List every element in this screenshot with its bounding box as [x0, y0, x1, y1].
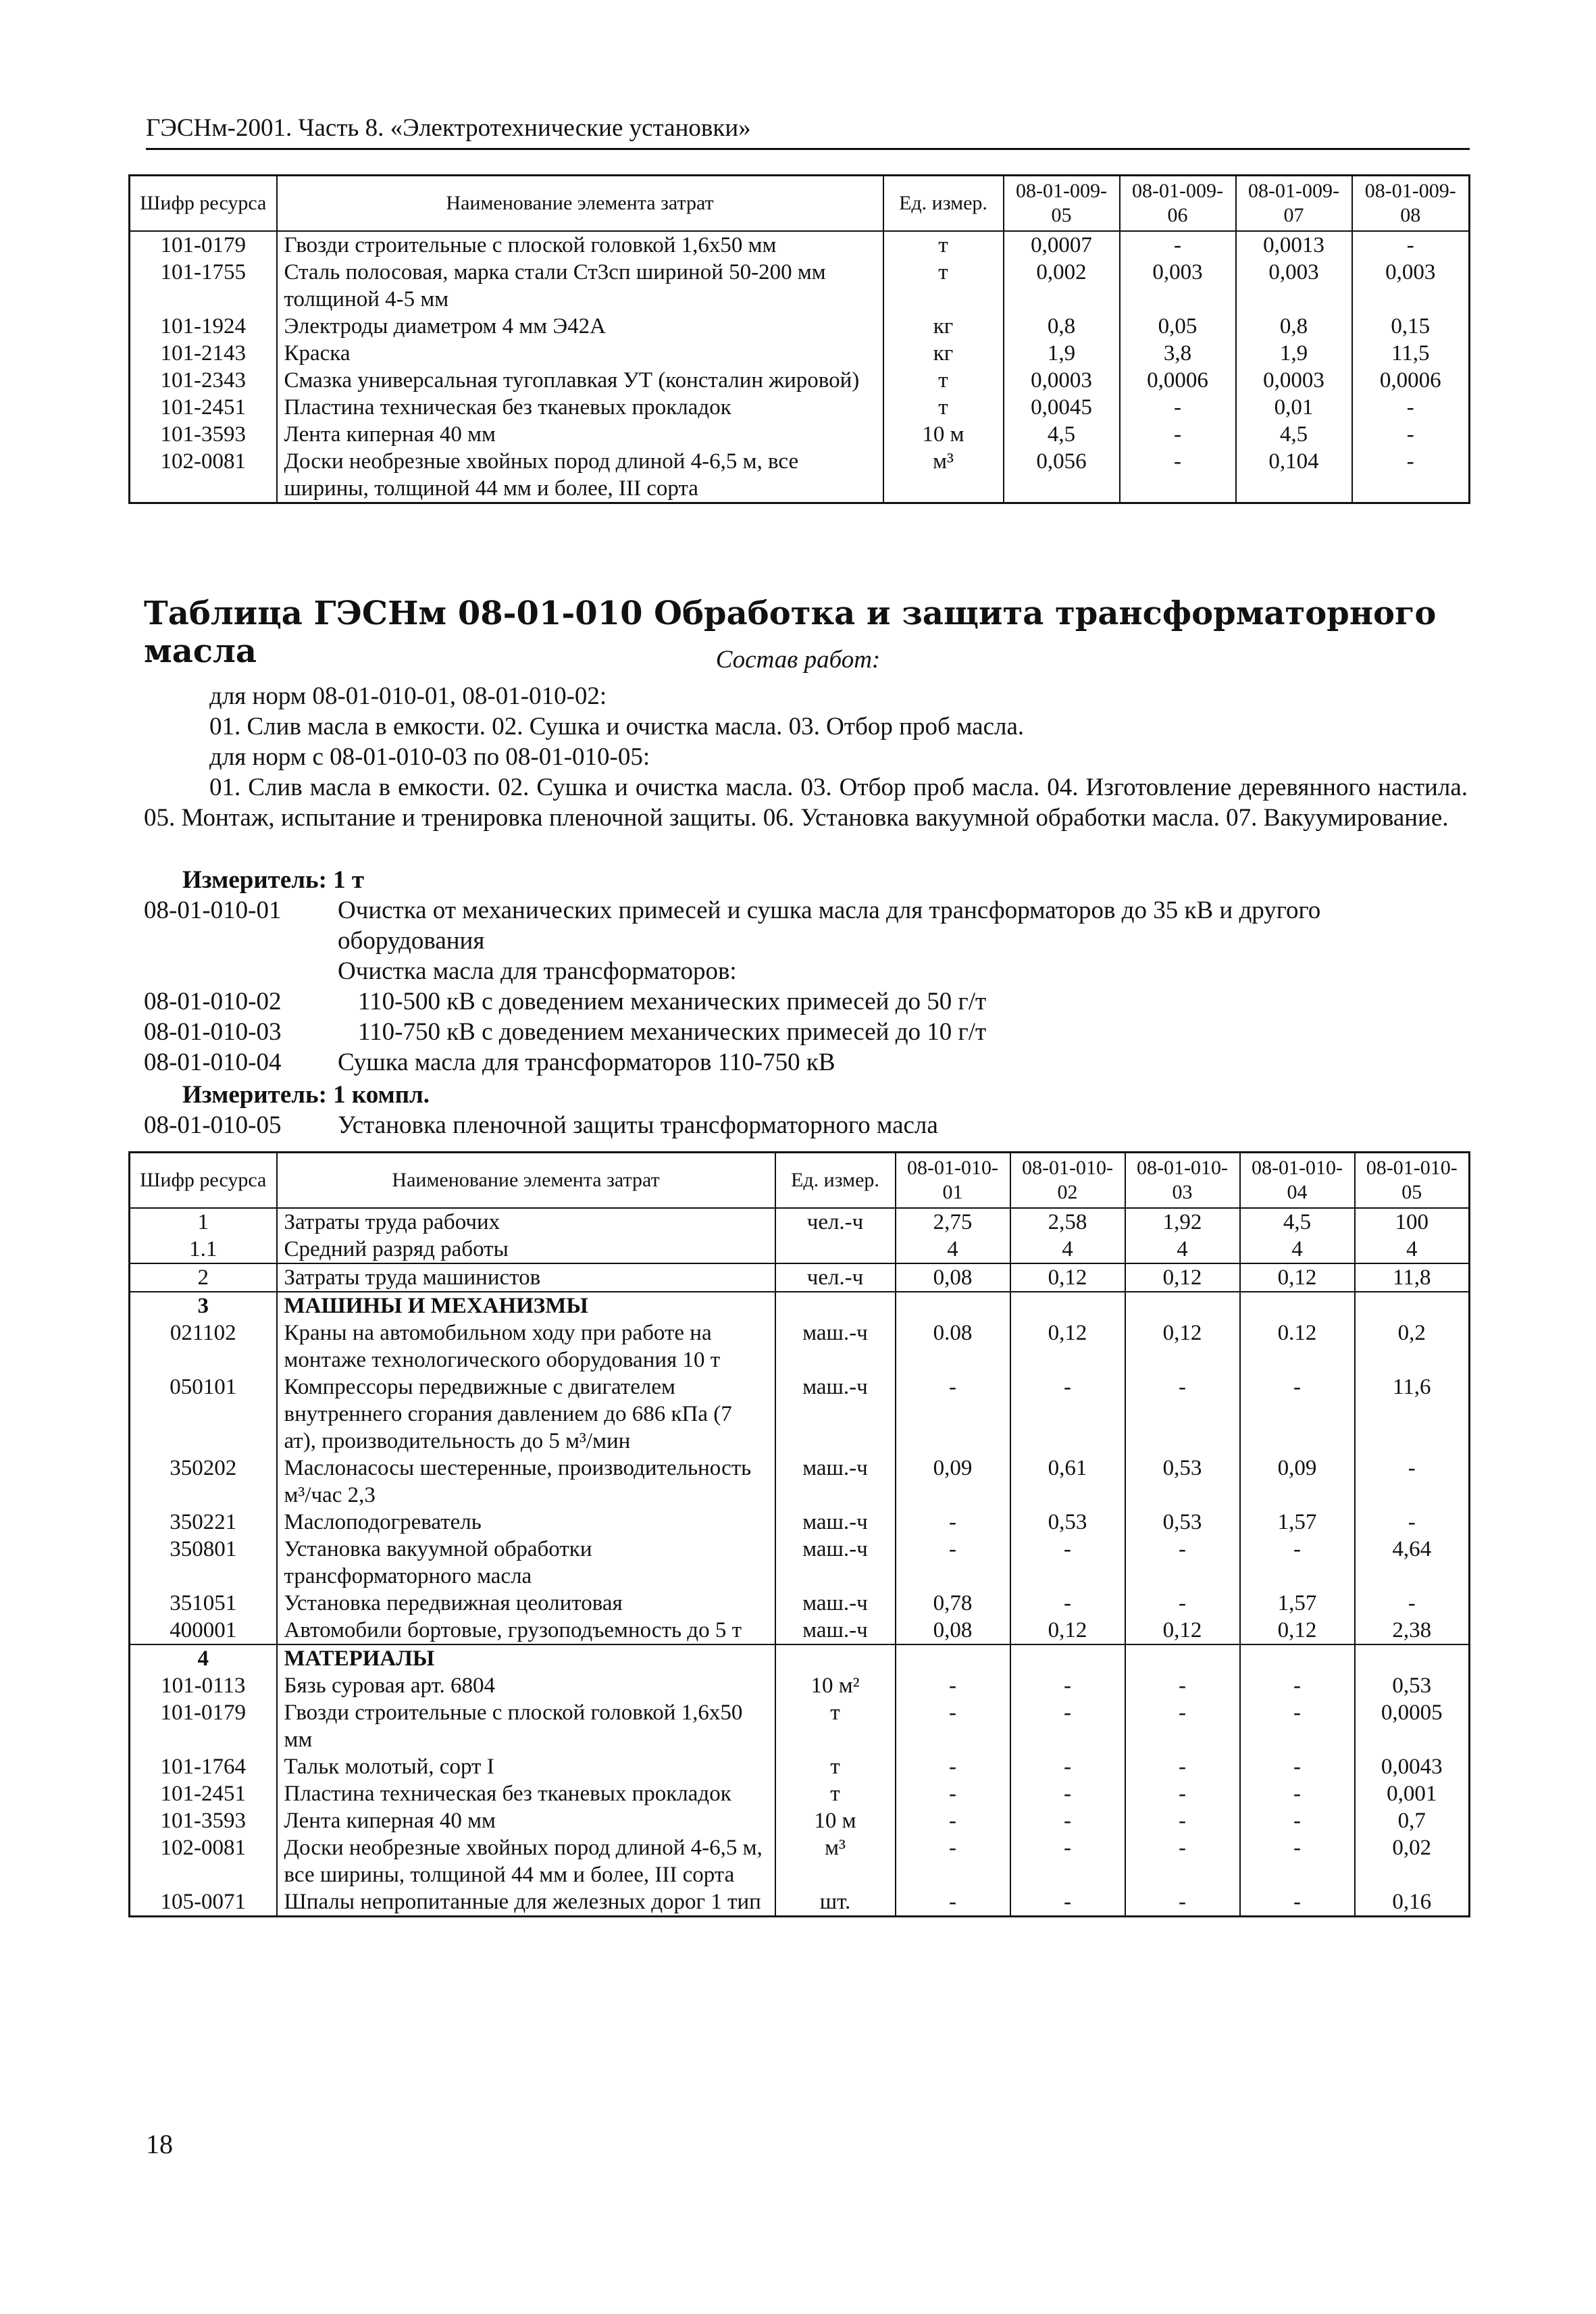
norm-text: Очистка от механических примесей и сушка масла для трансформаторов до 35 кВ и другого оборудования: [338, 897, 1321, 955]
resource-code: 350801: [130, 1536, 277, 1590]
norm-value: 0.08: [896, 1319, 1010, 1374]
cost-element-name: Установка вакуумной обработки трансформаторного масла: [277, 1536, 775, 1590]
norm-value: -: [1240, 1672, 1355, 1699]
norm-code: 08-01-010-04: [144, 1049, 282, 1076]
norm-value: 4,5: [1236, 421, 1352, 448]
norm-value: 4,64: [1355, 1536, 1470, 1590]
table-row: [130, 1590, 1470, 1617]
norm-value: -: [1010, 1807, 1125, 1834]
norm-value: 0,0043: [1355, 1753, 1470, 1780]
norm-value: -: [1352, 231, 1470, 259]
unit: 10 м: [775, 1807, 896, 1834]
table-materials-009: [128, 174, 1470, 504]
meter-1: Измеритель: 1 т: [182, 866, 365, 894]
section-row: [130, 1263, 1470, 1292]
cost-element-name: Сталь полосовая, марка стали Ст3сп шириной 50-200 мм толщиной 4-5 мм: [277, 259, 883, 313]
norm-value: 4: [896, 1236, 1010, 1263]
norm-value: [1240, 1292, 1355, 1319]
norm-value: 0,53: [1125, 1455, 1240, 1509]
norm-code: 08-01-010-03: [144, 1018, 282, 1046]
norm-value: 0,12: [1125, 1617, 1240, 1644]
norm-value: -: [1240, 1374, 1355, 1455]
norm-value: -: [1125, 1780, 1240, 1807]
norm-value: 0,0005: [1355, 1699, 1470, 1753]
cost-element-name: Доски необрезные хвойных пород длиной 4-6,5 м, все ширины, толщиной 44 мм и более, III сорта: [277, 448, 883, 503]
norm-value: 11,8: [1355, 1263, 1470, 1292]
norm-value: 1,9: [1004, 340, 1120, 367]
norm-value: -: [896, 1374, 1010, 1455]
table-body: [130, 231, 1470, 503]
norm-value: 1,9: [1236, 340, 1352, 367]
norm-value: 0,12: [1010, 1319, 1125, 1374]
resource-code: 101-3593: [130, 421, 277, 448]
norm-value: 0,53: [1355, 1672, 1470, 1699]
norm-value: 0,0007: [1004, 231, 1120, 259]
unit: т: [883, 259, 1004, 313]
norm-value: 0,003: [1120, 259, 1236, 313]
cost-element-name: Краска: [277, 340, 883, 367]
norm-value: -: [896, 1753, 1010, 1780]
norm-value: 0,12: [1010, 1617, 1125, 1644]
table-row: [130, 367, 1470, 394]
table-row: [130, 1536, 1470, 1590]
norm-value: 4,5: [1240, 1208, 1355, 1236]
unit: чел.-ч: [775, 1263, 896, 1292]
resource-code: 101-1764: [130, 1753, 277, 1780]
norm-value: 0,2: [1355, 1319, 1470, 1374]
page-header: ГЭСНм-2001. Часть 8. «Электротехнические установки»: [146, 114, 1470, 150]
norm-value: -: [1352, 448, 1470, 503]
cost-element-name: Маслоподогреватель: [277, 1509, 775, 1536]
norm-value: -: [1010, 1834, 1125, 1888]
norm-value: -: [896, 1536, 1010, 1590]
table-row: [130, 448, 1470, 503]
resource-code: 105-0071: [130, 1888, 277, 1917]
norm-value: 0,003: [1236, 259, 1352, 313]
resource-code: 101-1755: [130, 259, 277, 313]
norm-value: -: [1010, 1590, 1125, 1617]
operations-1: 01. Слив масла в емкости. 02. Сушка и очистка масла. 03. Отбор проб масла.: [209, 713, 1025, 740]
norm-value: 1,57: [1240, 1590, 1355, 1617]
cost-element-name: Краны на автомобильном ходу при работе на монтаже технологического оборудования 10 т: [277, 1319, 775, 1374]
norm-value: 2,58: [1010, 1208, 1125, 1236]
cost-element-name: Смазка универсальная тугоплавкая УТ (консталин жировой): [277, 367, 883, 394]
norm-value: -: [1355, 1455, 1470, 1509]
unit: [775, 1236, 896, 1263]
norm-value: 1,92: [1125, 1208, 1240, 1236]
norm-value: 0,002: [1004, 259, 1120, 313]
cost-element-name: Тальк молотый, сорт I: [277, 1753, 775, 1780]
norm-value: 0,056: [1004, 448, 1120, 503]
norm-value: -: [1125, 1834, 1240, 1888]
table-row: [130, 1780, 1470, 1807]
norm-value: -: [1240, 1807, 1355, 1834]
meter-2: Измеритель: 1 компл.: [182, 1081, 430, 1109]
norm-value: 0,08: [896, 1263, 1010, 1292]
resource-code: 101-2451: [130, 394, 277, 421]
resource-code: 351051: [130, 1590, 277, 1617]
cost-element-name: МАТЕРИАЛЫ: [277, 1644, 775, 1672]
norm-value: 0,09: [1240, 1455, 1355, 1509]
norm-value: 4: [1010, 1236, 1125, 1263]
column-header: Шифр ресурса: [130, 1153, 277, 1209]
norm-value: 0,0003: [1236, 367, 1352, 394]
norm-value: 1,57: [1240, 1509, 1355, 1536]
unit: т: [883, 231, 1004, 259]
norm-value: -: [896, 1509, 1010, 1536]
cost-element-name: Средний разряд работы: [277, 1236, 775, 1263]
column-header: 08-01-010-03: [1125, 1153, 1240, 1209]
resource-code: 4: [130, 1644, 277, 1672]
cost-element-name: Пластина техническая без тканевых прокладок: [277, 394, 883, 421]
unit: маш.-ч: [775, 1617, 896, 1644]
norm-value: 0,08: [896, 1617, 1010, 1644]
norm-value: [1125, 1644, 1240, 1672]
norm-value: -: [896, 1780, 1010, 1807]
norm-value: -: [1125, 1888, 1240, 1917]
table-row: [130, 1699, 1470, 1753]
norm-group-heading: Очистка масла для трансформаторов:: [338, 957, 737, 985]
resource-code: 350221: [130, 1509, 277, 1536]
work-composition-heading: Состав работ:: [715, 646, 881, 674]
norm-value: 0,12: [1125, 1319, 1240, 1374]
unit: т: [775, 1699, 896, 1753]
table-row: [130, 1617, 1470, 1644]
norm-value: 3,8: [1120, 340, 1236, 367]
resource-code: 101-2143: [130, 340, 277, 367]
unit: м³: [775, 1834, 896, 1888]
resource-code: 101-2343: [130, 367, 277, 394]
norm-code: 08-01-010-02: [144, 988, 282, 1015]
norm-value: -: [1125, 1807, 1240, 1834]
unit: маш.-ч: [775, 1509, 896, 1536]
norm-value: 0,02: [1355, 1834, 1470, 1888]
norm-value: -: [1125, 1536, 1240, 1590]
unit: т: [883, 367, 1004, 394]
norm-text: Сушка масла для трансформаторов 110-750 кВ: [338, 1049, 835, 1076]
unit: чел.-ч: [775, 1208, 896, 1236]
resource-code: 2: [130, 1263, 277, 1292]
page-number: 18: [146, 2129, 173, 2159]
norm-value: 0,15: [1352, 313, 1470, 340]
norm-value: -: [1352, 421, 1470, 448]
unit: т: [883, 394, 1004, 421]
norm-code: 08-01-010-01: [144, 897, 282, 924]
norm-value: [1355, 1292, 1470, 1319]
resource-code: 350202: [130, 1455, 277, 1509]
cost-element-name: Шпалы непропитанные для железных дорог 1 тип: [277, 1888, 775, 1917]
column-header: 08-01-010-05: [1355, 1153, 1470, 1209]
column-header: Наименование элемента затрат: [277, 176, 883, 232]
cost-element-name: Гвозди строительные с плоской головкой 1,6х50 мм: [277, 1699, 775, 1753]
resource-code: 050101: [130, 1374, 277, 1455]
table-header-row: [130, 1153, 1470, 1209]
norm-value: -: [1010, 1699, 1125, 1753]
unit: кг: [883, 313, 1004, 340]
norm-value: 0,78: [896, 1590, 1010, 1617]
norm-value: 4: [1355, 1236, 1470, 1263]
column-header: Наименование элемента затрат: [277, 1153, 775, 1209]
norms-range-2: для норм с 08-01-010-03 по 08-01-010-05:: [209, 743, 650, 771]
norm-text: 110-750 кВ с доведением механических примесей до 10 г/т: [358, 1018, 987, 1046]
column-header: 08-01-009-08: [1352, 176, 1470, 232]
resource-code: 1: [130, 1208, 277, 1236]
norm-value: 0,104: [1236, 448, 1352, 503]
norm-value: 0,0006: [1352, 367, 1470, 394]
resource-code: 1.1: [130, 1236, 277, 1263]
resource-code: 101-0179: [130, 1699, 277, 1753]
norm-value: -: [896, 1834, 1010, 1888]
unit: маш.-ч: [775, 1374, 896, 1455]
unit: маш.-ч: [775, 1590, 896, 1617]
norm-value: [1125, 1292, 1240, 1319]
table-row: [130, 313, 1470, 340]
norm-value: -: [1010, 1374, 1125, 1455]
norm-value: 0,0003: [1004, 367, 1120, 394]
norm-value: -: [1125, 1753, 1240, 1780]
unit: [775, 1644, 896, 1672]
unit: [775, 1292, 896, 1319]
norm-value: -: [1120, 421, 1236, 448]
norm-value: -: [1355, 1509, 1470, 1536]
cost-element-name: Маслонасосы шестеренные, производительность м³/час 2,3: [277, 1455, 775, 1509]
norm-value: -: [1125, 1699, 1240, 1753]
norm-value: 2,75: [896, 1208, 1010, 1236]
norm-value: -: [1010, 1780, 1125, 1807]
resource-code: 400001: [130, 1617, 277, 1644]
norm-value: 0,53: [1010, 1509, 1125, 1536]
cost-element-name: Компрессоры передвижные с двигателем внутреннего сгорания давлением до 686 кПа (7 ат), производительность до 5 м³/мин: [277, 1374, 775, 1455]
norm-value: 0,8: [1236, 313, 1352, 340]
table-row: [130, 421, 1470, 448]
norm-value: -: [1352, 394, 1470, 421]
norm-value: 0.12: [1240, 1319, 1355, 1374]
resource-code: 102-0081: [130, 1834, 277, 1888]
column-header: Ед. измер.: [883, 176, 1004, 232]
norm-value: -: [1010, 1672, 1125, 1699]
table-row: [130, 1672, 1470, 1699]
norm-value: -: [896, 1699, 1010, 1753]
norm-value: -: [1240, 1834, 1355, 1888]
norm-value: 0,003: [1352, 259, 1470, 313]
norm-text: 110-500 кВ с доведением механических примесей до 50 г/т: [358, 988, 987, 1015]
table-row: [130, 1236, 1470, 1263]
norm-value: 0,01: [1236, 394, 1352, 421]
cost-element-name: Пластина техническая без тканевых прокладок: [277, 1780, 775, 1807]
norm-value: -: [1010, 1888, 1125, 1917]
unit: м³: [883, 448, 1004, 503]
norm-value: 0,53: [1125, 1509, 1240, 1536]
norm-value: -: [1240, 1699, 1355, 1753]
table-row: [130, 1319, 1470, 1374]
column-header: 08-01-010-04: [1240, 1153, 1355, 1209]
table-row: [130, 1807, 1470, 1834]
table-row: [130, 1374, 1470, 1455]
norm-value: [1010, 1644, 1125, 1672]
norm-value: -: [1240, 1753, 1355, 1780]
norm-text: Установка пленочной защиты трансформаторного масла: [338, 1111, 938, 1139]
column-header: Шифр ресурса: [130, 176, 277, 232]
resource-code: 101-0113: [130, 1672, 277, 1699]
table-row: [130, 394, 1470, 421]
norm-value: 0,12: [1125, 1263, 1240, 1292]
norm-code: 08-01-010-05: [144, 1111, 282, 1139]
cost-element-name: Электроды диаметром 4 мм Э42А: [277, 313, 883, 340]
unit: шт.: [775, 1888, 896, 1917]
norm-value: -: [1120, 394, 1236, 421]
unit: т: [775, 1753, 896, 1780]
norm-value: [896, 1292, 1010, 1319]
column-header: 08-01-009-07: [1236, 176, 1352, 232]
norm-value: -: [896, 1672, 1010, 1699]
norm-value: 0,16: [1355, 1888, 1470, 1917]
norm-value: 0,0006: [1120, 367, 1236, 394]
norm-value: 0,05: [1120, 313, 1236, 340]
norm-value: 0,12: [1010, 1263, 1125, 1292]
norm-value: 0,61: [1010, 1455, 1125, 1509]
section-row: [130, 1292, 1470, 1319]
section-row: [130, 1644, 1470, 1672]
norm-value: -: [1125, 1374, 1240, 1455]
resource-code: 102-0081: [130, 448, 277, 503]
unit: 10 м²: [775, 1672, 896, 1699]
table-row: [130, 231, 1470, 259]
column-header: 08-01-010-02: [1010, 1153, 1125, 1209]
column-header: 08-01-010-01: [896, 1153, 1010, 1209]
norms-range-1: для норм 08-01-010-01, 08-01-010-02:: [209, 682, 607, 710]
cost-element-name: Автомобили бортовые, грузоподъемность до 5 т: [277, 1617, 775, 1644]
resource-code: 101-1924: [130, 313, 277, 340]
resource-code: 3: [130, 1292, 277, 1319]
table-resources-010: [128, 1151, 1470, 1917]
norm-value: 4,5: [1004, 421, 1120, 448]
norm-value: -: [1010, 1536, 1125, 1590]
norm-value: 0,12: [1240, 1263, 1355, 1292]
cost-element-name: Лента киперная 40 мм: [277, 421, 883, 448]
column-header: 08-01-009-05: [1004, 176, 1120, 232]
table-row: [130, 1509, 1470, 1536]
norm-value: [1010, 1292, 1125, 1319]
norm-value: 2,38: [1355, 1617, 1470, 1644]
resource-code: 101-0179: [130, 231, 277, 259]
table-row: [130, 1888, 1470, 1917]
cost-element-name: Бязь суровая арт. 6804: [277, 1672, 775, 1699]
resource-code: 101-2451: [130, 1780, 277, 1807]
cost-element-name: Гвозди строительные с плоской головкой 1,6х50 мм: [277, 231, 883, 259]
operations-2: 01. Слив масла в емкости. 02. Сушка и очистка масла. 03. Отбор проб масла. 04. Изготовление деревянного настила. 05. Монтаж, испытание и тренировка пленочной защиты. 06. Установка вакуумной обработки масла. 07. Вакуумирование.: [144, 774, 1468, 832]
norm-value: -: [1120, 231, 1236, 259]
norm-value: -: [1240, 1780, 1355, 1807]
norm-value: 0,8: [1004, 313, 1120, 340]
norm-value: -: [1355, 1590, 1470, 1617]
norm-value: -: [1125, 1672, 1240, 1699]
resource-code: 101-3593: [130, 1807, 277, 1834]
cost-element-name: МАШИНЫ И МЕХАНИЗМЫ: [277, 1292, 775, 1319]
norm-value: 0,12: [1240, 1617, 1355, 1644]
norm-value: [1240, 1644, 1355, 1672]
norm-value: -: [1010, 1753, 1125, 1780]
cost-element-name: Затраты труда машинистов: [277, 1263, 775, 1292]
norm-value: 0,09: [896, 1455, 1010, 1509]
table-header-row: [130, 176, 1470, 232]
table-row: [130, 1455, 1470, 1509]
column-header: 08-01-009-06: [1120, 176, 1236, 232]
unit: 10 м: [883, 421, 1004, 448]
norm-value: [1355, 1644, 1470, 1672]
norm-value: 100: [1355, 1208, 1470, 1236]
section-row: [130, 1208, 1470, 1236]
cost-element-name: Лента киперная 40 мм: [277, 1807, 775, 1834]
norm-value: 11,5: [1352, 340, 1470, 367]
cost-element-name: Затраты труда рабочих: [277, 1208, 775, 1236]
norm-value: 0,7: [1355, 1807, 1470, 1834]
unit: маш.-ч: [775, 1455, 896, 1509]
table-title: Таблица ГЭСНм 08-01-010 Обработка и защита трансформаторного масла: [144, 595, 1437, 670]
norm-value: -: [1240, 1536, 1355, 1590]
norm-value: 11,6: [1355, 1374, 1470, 1455]
norm-value: 0,001: [1355, 1780, 1470, 1807]
column-header: Ед. измер.: [775, 1153, 896, 1209]
norm-value: -: [1120, 448, 1236, 503]
cost-element-name: Доски необрезные хвойных пород длиной 4-6,5 м, все ширины, толщиной 44 мм и более, III сорта: [277, 1834, 775, 1888]
table-body: [130, 1208, 1470, 1917]
table-row: [130, 340, 1470, 367]
norm-value: -: [896, 1888, 1010, 1917]
unit: маш.-ч: [775, 1536, 896, 1590]
cost-element-name: Установка передвижная цеолитовая: [277, 1590, 775, 1617]
table-row: [130, 1753, 1470, 1780]
norm-value: 4: [1240, 1236, 1355, 1263]
table-row: [130, 259, 1470, 313]
norm-value: [896, 1644, 1010, 1672]
norm-value: -: [1125, 1590, 1240, 1617]
norm-value: 0,0045: [1004, 394, 1120, 421]
norm-value: 4: [1125, 1236, 1240, 1263]
norm-value: 0,0013: [1236, 231, 1352, 259]
unit: кг: [883, 340, 1004, 367]
unit: маш.-ч: [775, 1319, 896, 1374]
norm-value: -: [896, 1807, 1010, 1834]
resource-code: 021102: [130, 1319, 277, 1374]
norm-value: -: [1240, 1888, 1355, 1917]
unit: т: [775, 1780, 896, 1807]
table-row: [130, 1834, 1470, 1888]
